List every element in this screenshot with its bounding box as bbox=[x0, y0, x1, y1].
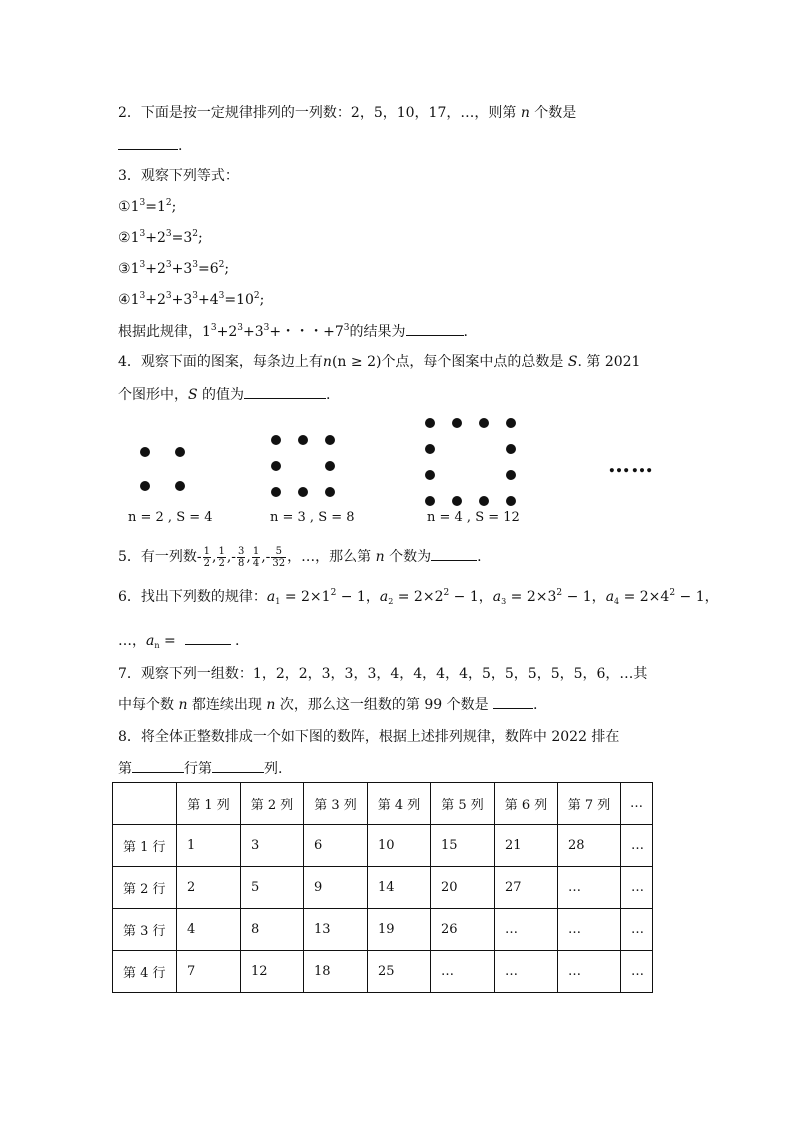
table-cell: 25 bbox=[368, 951, 431, 993]
table-cell: 1 bbox=[177, 825, 241, 867]
q8-col-blank[interactable] bbox=[212, 758, 264, 773]
q2-line2: . bbox=[118, 135, 182, 156]
table-row-header: 第 3 行 bbox=[113, 909, 177, 951]
q3-eq2: $②1^3+2^3=3^2$; bbox=[118, 229, 203, 246]
q2-answer-blank[interactable] bbox=[118, 135, 178, 150]
q8-line2: 第 行第 列. bbox=[118, 758, 282, 779]
fraction: $\frac{1}{2}$ bbox=[203, 545, 211, 569]
table-cell: 18 bbox=[304, 951, 368, 993]
table-row-header: 第 1 行 bbox=[113, 825, 177, 867]
table-cell: 8 bbox=[241, 909, 304, 951]
table-cell: … bbox=[621, 825, 653, 867]
table-cell: 4 bbox=[177, 909, 241, 951]
q3-eq3: $③1^3+2^3+3^3=6^2$; bbox=[118, 260, 230, 277]
table-row bbox=[113, 825, 653, 867]
dot bbox=[425, 496, 435, 506]
fraction: $\frac{1}{4}$ bbox=[252, 545, 260, 569]
table-cell: … bbox=[558, 909, 621, 951]
table-cell: … bbox=[621, 951, 653, 993]
caption-n2: n = 2 , S = 4 bbox=[128, 510, 213, 525]
table-cell: 3 bbox=[241, 825, 304, 867]
table-header-cell: 第 1 列 bbox=[177, 783, 241, 825]
table-header-cell: 第 6 列 bbox=[495, 783, 558, 825]
table-cell: 19 bbox=[368, 909, 431, 951]
table-header-cell: 第 4 列 bbox=[368, 783, 431, 825]
table-cell: 28 bbox=[558, 825, 621, 867]
dot bbox=[271, 435, 281, 445]
dot bbox=[271, 461, 281, 471]
fraction: $\frac{3}{8}$ bbox=[238, 545, 245, 569]
table-cell: … bbox=[558, 867, 621, 909]
table-header-cell: … bbox=[621, 783, 653, 825]
table-cell: 6 bbox=[304, 825, 368, 867]
dot bbox=[452, 496, 462, 506]
dot bbox=[452, 418, 462, 428]
table-cell: 21 bbox=[495, 825, 558, 867]
fraction: $\frac{5}{32}$ bbox=[272, 545, 286, 569]
table-header-cell: 第 3 列 bbox=[304, 783, 368, 825]
q3-rule: 根据此规律，$1^3+2^3+3^3+$・・・$+7^3$的结果为 . bbox=[118, 323, 468, 340]
q8-row-blank[interactable] bbox=[132, 758, 184, 773]
table-cell: … bbox=[431, 951, 495, 993]
q6-answer-blank[interactable] bbox=[185, 630, 231, 645]
table-header-cell: 第 5 列 bbox=[431, 783, 495, 825]
number-array-table bbox=[112, 782, 653, 993]
table-cell: 14 bbox=[368, 867, 431, 909]
table-cell: 12 bbox=[241, 951, 304, 993]
figure-ellipsis: …… bbox=[608, 452, 654, 478]
caption-n4: n = 4 , S = 12 bbox=[427, 510, 520, 525]
table-cell: 7 bbox=[177, 951, 241, 993]
q3-answer-blank[interactable] bbox=[406, 321, 464, 336]
dot bbox=[325, 461, 335, 471]
dot bbox=[175, 481, 185, 491]
table-cell: … bbox=[621, 867, 653, 909]
table-cell: … bbox=[558, 951, 621, 993]
dot bbox=[298, 435, 308, 445]
table-cell: … bbox=[621, 909, 653, 951]
dot bbox=[175, 447, 185, 457]
table-cell: 2 bbox=[177, 867, 241, 909]
dot bbox=[140, 481, 150, 491]
table-cell: … bbox=[495, 909, 558, 951]
q6-line2: …，$a_n$ = . bbox=[118, 630, 240, 651]
q4-answer-blank[interactable] bbox=[244, 384, 326, 399]
dot bbox=[298, 487, 308, 497]
dot bbox=[271, 487, 281, 497]
table-cell: 10 bbox=[368, 825, 431, 867]
table-cell: 5 bbox=[241, 867, 304, 909]
dot bbox=[479, 496, 489, 506]
dot bbox=[506, 444, 516, 454]
table-cell: 20 bbox=[431, 867, 495, 909]
q4-line2: 个图形中，S 的值为 . bbox=[118, 384, 331, 405]
q5-answer-blank[interactable] bbox=[431, 546, 477, 561]
dot bbox=[325, 487, 335, 497]
table-row-header: 第 4 行 bbox=[113, 951, 177, 993]
dot bbox=[479, 418, 489, 428]
table-cell: 15 bbox=[431, 825, 495, 867]
table-cell: 27 bbox=[495, 867, 558, 909]
table-row bbox=[113, 951, 653, 993]
dot bbox=[425, 418, 435, 428]
q7-answer-blank[interactable] bbox=[493, 694, 533, 709]
q7-line2: 中每个数 n 都连续出现 n 次，那么这一组数的第 99 个数是 . bbox=[118, 694, 538, 715]
table-header-cell bbox=[113, 783, 177, 825]
dot bbox=[325, 435, 335, 445]
q8-line1: 8．将全体正整数排成一个如下图的数阵，根据上述排列规律，数阵中 2022 排在 bbox=[118, 729, 620, 745]
q3-title: 3．观察下列等式： bbox=[118, 168, 239, 184]
table-cell: 9 bbox=[304, 867, 368, 909]
dot bbox=[425, 470, 435, 480]
table-row bbox=[113, 867, 653, 909]
q4-line1: 4．观察下面的图案，每条边上有n(n ≥ 2)个点，每个图案中点的总数是 S. 第 2021 bbox=[118, 354, 641, 370]
q3-eq1: $①1^3=1^2$; bbox=[118, 198, 177, 215]
table-header-cell: 第 2 列 bbox=[241, 783, 304, 825]
q7-line1: 7．观察下列一组数：1，2，2，3，3，3，4，4，4，4，5，5，5，5，5，6，…其 bbox=[118, 666, 648, 682]
dot bbox=[506, 496, 516, 506]
dot bbox=[506, 418, 516, 428]
caption-n3: n = 3 , S = 8 bbox=[270, 510, 355, 525]
q6-line1: 6．找出下列数的规律：$a_1 = 2\times 1^2 - 1$，$a_2 = 2\times 2^2 - 1$，$a_3 = 2\times 3^2 - 1$，$a_4 = 2\times 4^2 - 1$， bbox=[118, 588, 719, 606]
table-row-header: 第 2 行 bbox=[113, 867, 177, 909]
table-cell: 26 bbox=[431, 909, 495, 951]
table-cell: 13 bbox=[304, 909, 368, 951]
q5-line: 5．有一列数- $\frac{1}{2}$ , $\frac{1}{2}$ ,- $\frac{3}{8}$ , $\frac{1}{4}$ ,- $\frac{5}{32}$ ，…，那么第 n 个数为 . bbox=[118, 545, 482, 569]
fraction: $\frac{1}{2}$ bbox=[218, 545, 225, 569]
q3-eq4: $④1^3+2^3+3^3+4^3=10^2$; bbox=[118, 291, 265, 308]
table-header-cell: 第 7 列 bbox=[558, 783, 621, 825]
table-row bbox=[113, 909, 653, 951]
dot bbox=[425, 444, 435, 454]
table-cell: … bbox=[495, 951, 558, 993]
q2-line1: 2．下面是按一定规律排列的一列数：2，5，10，17，…，则第 n 个数是 bbox=[118, 105, 577, 121]
dot bbox=[140, 447, 150, 457]
dot bbox=[506, 470, 516, 480]
table-header-row bbox=[113, 783, 653, 825]
